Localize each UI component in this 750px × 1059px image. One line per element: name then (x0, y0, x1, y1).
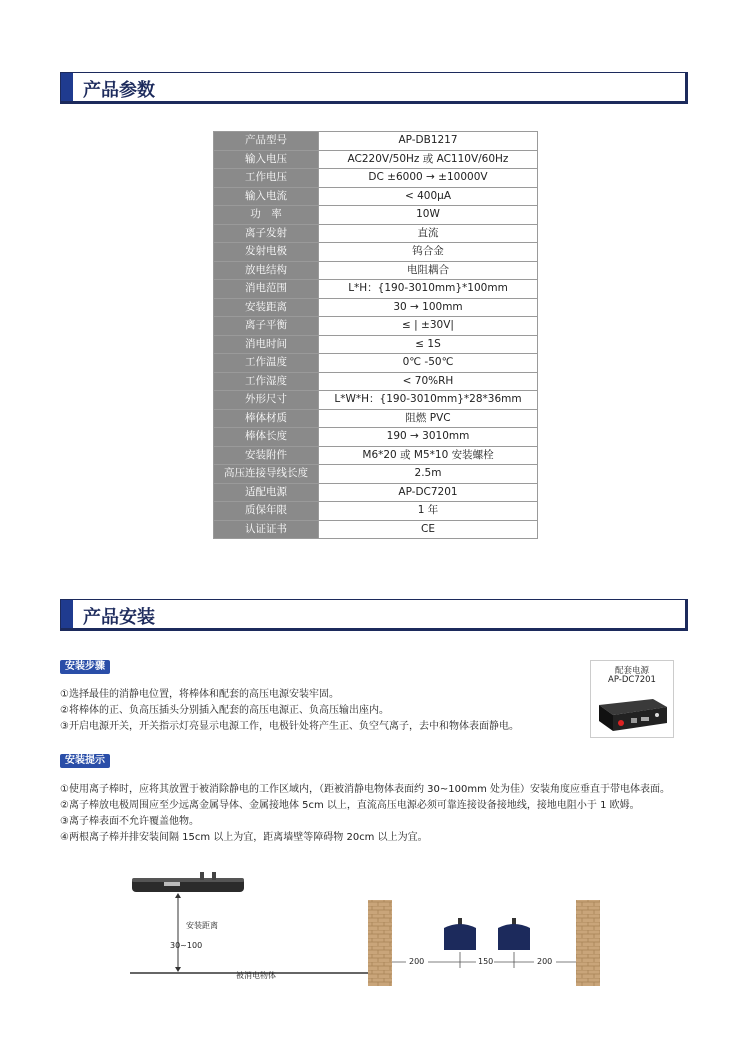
spec-key: 外形尺寸 (214, 391, 319, 410)
spec-key: 输入电压 (214, 150, 319, 169)
spec-key: 适配电源 (214, 483, 319, 502)
right-wall (576, 900, 600, 986)
spec-key: 安装附件 (214, 446, 319, 465)
tip-line: ①使用离子棒时，应将其放置于被消除静电的工作区域内，（距被消静电物体表面约 30~100mm 处为佳）安装角度应垂直于带电体表面。 (60, 784, 670, 795)
spec-key: 质保年限 (214, 502, 319, 521)
spec-row (214, 243, 538, 262)
step-line: ①选择最佳的消静电位置，将棒体和配套的高压电源安装牢固。 (60, 689, 339, 700)
spec-key: 高压连接导线长度 (214, 465, 319, 484)
spec-row (214, 169, 538, 188)
spacing-right: 200 (537, 957, 553, 966)
spec-value: L*W*H：{190-3010mm}*28*36mm (319, 391, 538, 410)
spec-key: 产品型号 (214, 132, 319, 151)
spec-row (214, 391, 538, 410)
spec-key: 棒体材质 (214, 409, 319, 428)
tip-line: ④两根离子棒并排安装间隔 15cm 以上为宜，距离墙壁等障碍物 20cm 以上为宜。 (60, 832, 428, 843)
spec-value: 钨合金 (319, 243, 538, 262)
distance-range: 30~100 (170, 941, 203, 950)
spec-value: 30 → 100mm (319, 298, 538, 317)
spec-row (214, 335, 538, 354)
spec-row (214, 446, 538, 465)
spec-value: AP-DC7201 (319, 483, 538, 502)
spec-row (214, 317, 538, 336)
spec-row (214, 483, 538, 502)
spec-key: 离子平衡 (214, 317, 319, 336)
spec-key: 发射电极 (214, 243, 319, 262)
spec-key: 棒体长度 (214, 428, 319, 447)
spec-key: 消电时间 (214, 335, 319, 354)
spec-row (214, 224, 538, 243)
spec-key: 工作温度 (214, 354, 319, 373)
distance-diagram (120, 868, 380, 988)
ion-bar-end-left (444, 918, 476, 950)
spec-value: AC220V/50Hz 或 AC110V/60Hz (319, 150, 538, 169)
power-supply-model: AP-DC7201 (608, 675, 656, 685)
section-title: 产品参数 (83, 80, 155, 101)
spec-value: L*H：{190-3010mm}*100mm (319, 280, 538, 299)
spec-row (214, 428, 538, 447)
step-line: ②将棒体的正、负高压插头分别插入配套的高压电源正、负高压输出座内。 (60, 705, 389, 716)
spacing-left: 200 (409, 957, 425, 966)
spec-key: 安装距离 (214, 298, 319, 317)
spec-value: 直流 (319, 224, 538, 243)
power-supply-figure (590, 660, 674, 738)
spacing-middle: 150 (478, 957, 494, 966)
steps-tag: 安装步骤 (60, 660, 110, 674)
spec-row (214, 372, 538, 391)
tip-line: ②离子棒放电极周围应至少远离金属导体、金属接地体 5cm 以上，直流高压电源必须可靠连接设备接地线，接地电阻小于 1 欧姆。 (60, 800, 640, 811)
tips-tag: 安装提示 (60, 754, 110, 768)
spec-row (214, 502, 538, 521)
spec-key: 放电结构 (214, 261, 319, 280)
spec-value: 0℃ -50℃ (319, 354, 538, 373)
spec-value: ≤ | ±30V| (319, 317, 538, 336)
spec-value: DC ±6000 → ±10000V (319, 169, 538, 188)
spec-value: 10W (319, 206, 538, 225)
object-label: 被消电物体 (236, 971, 276, 980)
spec-row (214, 409, 538, 428)
power-supply-image (591, 687, 673, 735)
spec-value: CE (319, 520, 538, 539)
spec-value: 电阻耦合 (319, 261, 538, 280)
spec-table (213, 131, 538, 539)
spec-row (214, 298, 538, 317)
spec-row (214, 354, 538, 373)
distance-label: 安装距离 (186, 921, 218, 930)
spec-row (214, 520, 538, 539)
spec-row (214, 261, 538, 280)
ion-bar-end-right (498, 918, 530, 950)
spec-key: 离子发射 (214, 224, 319, 243)
spec-row (214, 150, 538, 169)
spec-key: 消电范围 (214, 280, 319, 299)
power-supply-label: 配套电源 (614, 666, 649, 676)
spec-row (214, 280, 538, 299)
spec-value: 2.5m (319, 465, 538, 484)
spec-key: 功 率 (214, 206, 319, 225)
spec-value: ≤ 1S (319, 335, 538, 354)
section-title: 产品安装 (83, 607, 155, 628)
spec-value: AP-DB1217 (319, 132, 538, 151)
spec-row (214, 206, 538, 225)
spec-key: 工作电压 (214, 169, 319, 188)
spec-key: 输入电流 (214, 187, 319, 206)
left-wall (368, 900, 392, 986)
spec-value: < 400μA (319, 187, 538, 206)
spec-value: 190 → 3010mm (319, 428, 538, 447)
spec-value: M6*20 或 M5*10 安装螺栓 (319, 446, 538, 465)
spec-key: 认证证书 (214, 520, 319, 539)
spacing-diagram (366, 898, 606, 988)
spec-row (214, 132, 538, 151)
section-header-parameters (60, 72, 688, 104)
spec-row (214, 187, 538, 206)
section-header-installation (60, 599, 688, 631)
step-line: ③开启电源开关，开关指示灯亮显示电源工作，电极针处将产生正、负空气离子，去中和物体表面静电。 (60, 721, 519, 732)
spec-value: < 70%RH (319, 372, 538, 391)
header-accent-bar (61, 73, 73, 101)
spec-value: 1 年 (319, 502, 538, 521)
spec-row (214, 465, 538, 484)
header-accent-bar (61, 600, 73, 628)
spec-key: 工作湿度 (214, 372, 319, 391)
tip-line: ③离子棒表面不允许覆盖他物。 (60, 816, 199, 827)
spec-value: 阻燃 PVC (319, 409, 538, 428)
